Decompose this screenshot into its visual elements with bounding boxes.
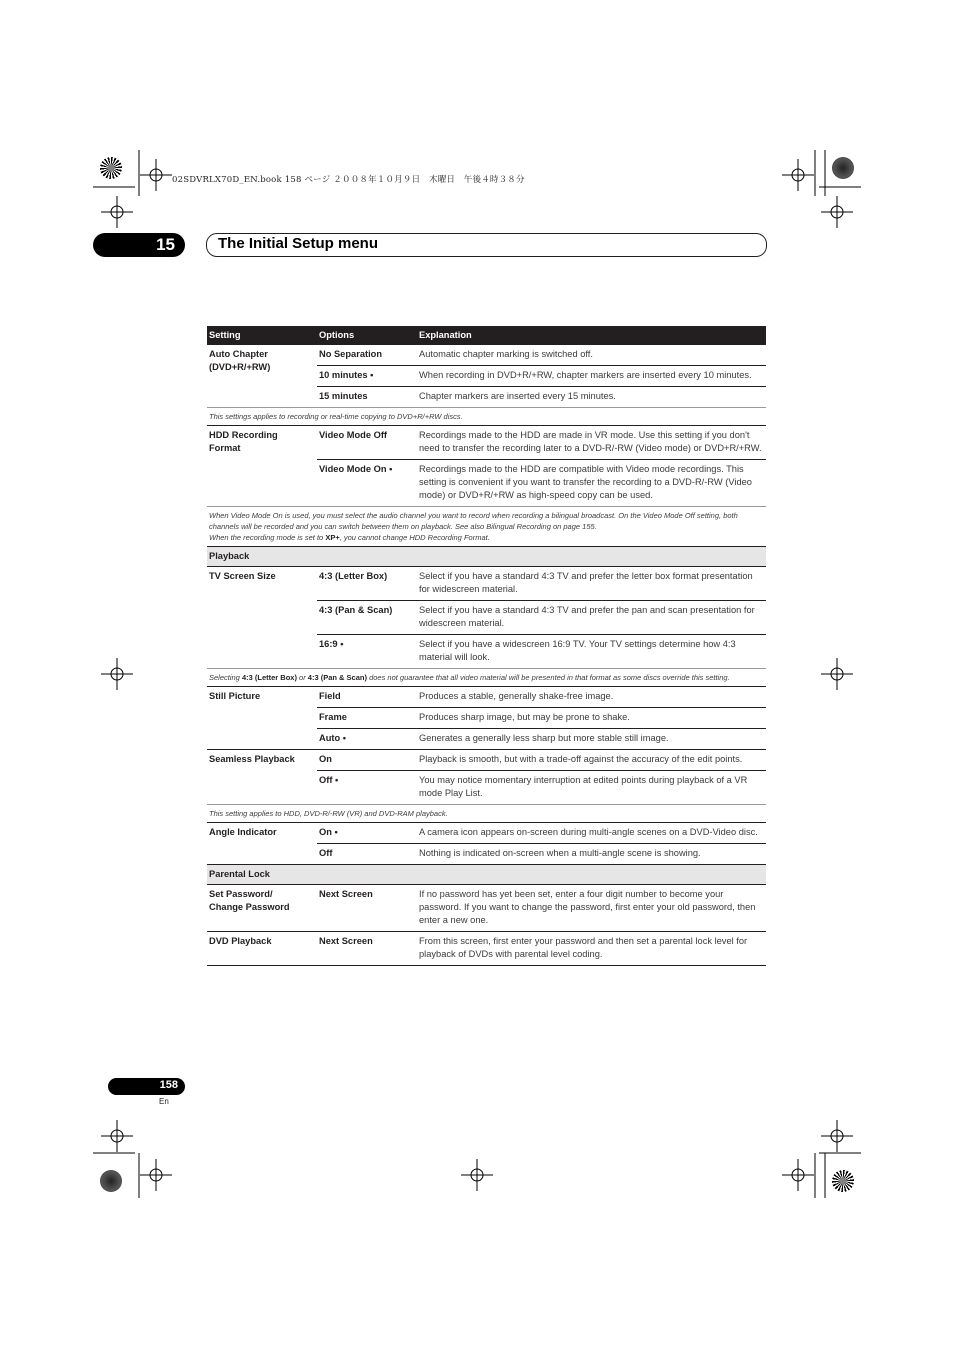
- option-label: Video Mode On •: [319, 464, 393, 474]
- note-text: When the recording mode is set to: [209, 533, 326, 542]
- option-label: Next Screen: [319, 936, 373, 946]
- table-note-row: [207, 407, 766, 425]
- note-text: Selecting: [209, 673, 242, 682]
- setting-dvd-playback: DVD Playback: [209, 936, 272, 946]
- header-options: Options: [319, 330, 355, 340]
- table-row: [207, 345, 766, 407]
- table-row: [207, 425, 766, 506]
- header-setting: Setting: [209, 330, 241, 340]
- option-explanation: Recordings made to the HDD are compatible with Video mode recordings. This setting is convenient if you want to transfer the recording to a DVD-R/-RW (Video mode) or DVD+R/+RW as high-speed copy can be used.: [419, 464, 752, 500]
- table-note-row: [207, 668, 766, 686]
- setting-hdd-format: HDD Recording Format: [209, 430, 278, 453]
- table-bottom-rule: [207, 965, 766, 966]
- option-label: On •: [319, 827, 338, 837]
- option-explanation: Recordings made to the HDD are made in VR mode. Use this setting if you don't need to transfer the recording later to a DVD-R/-RW (Video mode) or DVD+R/+RW.: [419, 430, 762, 453]
- note-bold: 4:3 (Letter Box): [241, 673, 297, 682]
- option-explanation: Select if you have a standard 4:3 TV and prefer the letter box format presentation for widescreen material.: [419, 571, 753, 594]
- settings-table: [207, 326, 766, 966]
- option-label: 15 minutes: [319, 391, 368, 401]
- option-label: 4:3 (Letter Box): [319, 571, 388, 581]
- option-explanation: Select if you have a widescreen 16:9 TV. Your TV settings determine how 4:3 material will look.: [419, 639, 736, 662]
- chapter-title: The Initial Setup menu: [218, 235, 379, 252]
- option-label: Field: [319, 691, 341, 701]
- setting-seamless: Seamless Playback: [209, 754, 295, 764]
- option-explanation: When recording in DVD+R/+RW, chapter markers are inserted every 10 minutes.: [419, 370, 752, 380]
- note-seamless: This setting applies to HDD, DVD-R/-RW (VR) and DVD-RAM playback.: [209, 809, 448, 818]
- page-number: 158: [159, 1079, 178, 1091]
- table-note-row: [207, 804, 766, 822]
- page-language: En: [159, 1097, 169, 1106]
- header-explanation: Explanation: [419, 330, 472, 340]
- table-row: [207, 566, 766, 668]
- option-explanation: You may notice momentary interruption at edited points during playback of a VR mode Play List.: [419, 775, 748, 798]
- page-number-tab: [108, 1078, 185, 1095]
- note-bold: XP+: [325, 533, 340, 542]
- chapter-number: 15: [156, 235, 175, 254]
- table-row: [207, 931, 766, 965]
- option-label: No Separation: [319, 349, 383, 359]
- note-bold: 4:3 (Pan & Scan): [307, 673, 367, 682]
- setting-still-picture: Still Picture: [209, 691, 261, 701]
- option-explanation: Playback is smooth, but with a trade-off against the accuracy of the edit points.: [419, 754, 743, 764]
- option-explanation: Generates a generally less sharp but more stable still image.: [419, 733, 669, 743]
- option-explanation: Chapter markers are inserted every 15 minutes.: [419, 391, 616, 401]
- option-label: Off •: [319, 775, 339, 785]
- setting-auto-chapter: Auto Chapter (DVD+R/+RW): [209, 349, 271, 372]
- chapter-title-box: [206, 233, 767, 257]
- option-label: Frame: [319, 712, 347, 722]
- option-explanation: Select if you have a standard 4:3 TV and prefer the pan and scan presentation for widescreen material.: [419, 605, 755, 628]
- setting-tv-screen: TV Screen Size: [209, 571, 276, 581]
- table-row: [207, 749, 766, 804]
- chapter-tab: [93, 233, 185, 257]
- note-text: When Video Mode On is used, you must select the audio channel you want to record when recording a bilingual broadcast. On the Video Mode Off setting, both channels will be recorded and you can switch between them on playback. See also Bilingual Recording on page 155.: [209, 511, 738, 531]
- setting-angle: Angle Indicator: [209, 827, 277, 837]
- table-note-row: [207, 506, 766, 546]
- table-header-row: [207, 326, 766, 345]
- option-label: 10 minutes •: [319, 370, 374, 380]
- option-explanation: Automatic chapter marking is switched off.: [419, 349, 593, 359]
- table-row: [207, 822, 766, 864]
- section-header-playback: [207, 546, 766, 566]
- option-explanation: A camera icon appears on-screen during multi-angle scenes on a DVD-Video disc.: [419, 827, 758, 837]
- table-row: [207, 884, 766, 931]
- option-label: On: [319, 754, 332, 764]
- note-hdd-format: [207, 507, 766, 546]
- table-row: [207, 686, 766, 749]
- option-label: Auto •: [319, 733, 347, 743]
- note-text: or: [296, 673, 308, 682]
- option-explanation: Produces a stable, generally shake-free image.: [419, 691, 614, 701]
- note-tv-screen: [207, 669, 766, 686]
- setting-password: Set Password/ Change Password: [209, 889, 290, 912]
- option-label: 16:9 •: [319, 639, 344, 649]
- option-explanation: Produces sharp image, but may be prone to shake.: [419, 712, 630, 722]
- option-explanation: From this screen, first enter your password and then set a parental lock level for playback of DVDs with parental level coding.: [419, 936, 748, 959]
- note-text: does not guarantee that all video material will be presented in that format as some discs override this setting.: [366, 673, 730, 682]
- note-auto-chapter: This settings applies to recording or real-time copying to DVD+R/+RW discs.: [209, 412, 463, 421]
- option-explanation: Nothing is indicated on-screen when a multi-angle scene is showing.: [419, 848, 701, 858]
- section-header-parental-lock: [207, 864, 766, 884]
- section-label: Playback: [209, 551, 250, 561]
- file-header: 02SDVRLX70D_EN.book 158 ページ ２００８年１０月９日 木曜日 午後４時３８分: [172, 175, 525, 185]
- option-label: 4:3 (Pan & Scan): [319, 605, 393, 615]
- option-label: Off: [319, 848, 333, 858]
- option-explanation: If no password has yet been set, enter a four digit number to become your password. If you want to change the password, first enter your old password, then enter a new one.: [419, 889, 756, 925]
- option-label: Video Mode Off: [319, 430, 388, 440]
- section-label: Parental Lock: [209, 869, 270, 879]
- option-label: Next Screen: [319, 889, 373, 899]
- note-text: , you cannot change HDD Recording Format.: [339, 533, 490, 542]
